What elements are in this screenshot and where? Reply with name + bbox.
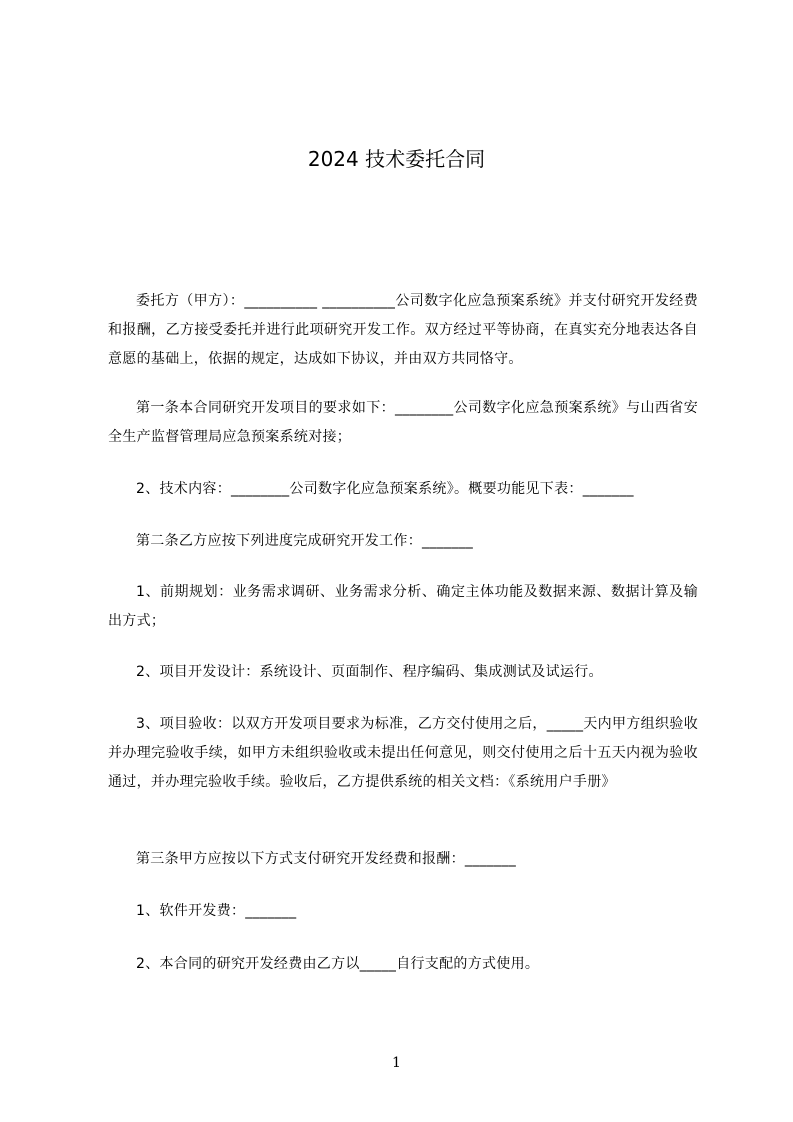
paragraph-article-2: 第二条乙方应按下列进度完成研究开发工作：_______ [136,533,474,549]
paragraph-article-1: 第一条本合同研究开发项目的要求如下：________公司数字化应急预案系统》与山西省安全生产监督管理局应急预案系统对接； [108,400,698,445]
paragraph-fund-usage: 2、本合同的研究开发经费由乙方以_____自行支配的方式使用。 [136,956,540,972]
paragraph-tech-content: 2、技术内容：________公司数字化应急预案系统》。概要功能见下表：_______ [136,481,634,497]
page-title: 2024 技术委托合同 [307,147,486,171]
paragraph-article-3: 第三条甲方应按以下方式支付研究开发经费和报酬：_______ [136,851,516,867]
paragraph-development: 2、项目开发设计：系统设计、页面制作、程序编码、集成测试及试运行。 [136,664,603,680]
page-number: 1 [392,1055,401,1071]
paragraph-planning: 1、前期规划：业务需求调研、业务需求分析、确定主体功能及数据来源、数据计算及输出方式； [108,584,698,629]
paragraph-preamble: 委托方（甲方）：__________ __________公司数字化应急预案系统》并支付研究开发经费和报酬，乙方接受委托并进行此项研究开发工作。双方经过平等协商，在真实充分地表达各自意愿的基础上，依据的规定，达成如下协议，并由双方共同恪守。 [108,293,698,367]
paragraph-acceptance: 3、项目验收：以双方开发项目要求为标准，乙方交付使用之后，_____天内甲方组织验收并办理完验收手续，如甲方未组织验收或未提出任何意见，则交付使用之后十五天内视为验收通过，并办理完验收手续。验收后，乙方提供系统的相关文档：《系统用户手册》 [108,716,698,790]
paragraph-software-fee: 1、软件开发费：_______ [136,903,297,919]
